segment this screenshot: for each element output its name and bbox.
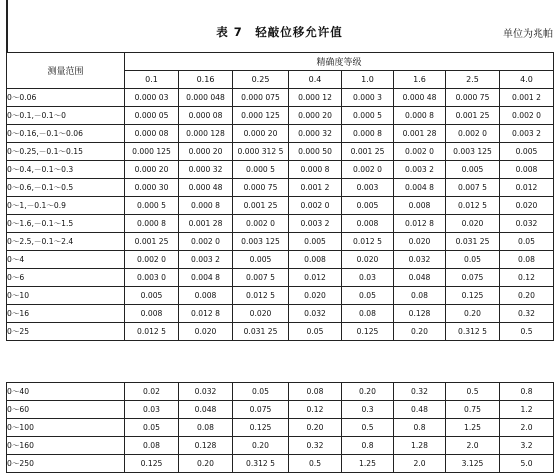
value-cell: 0.002 0 (342, 161, 394, 179)
range-cell: 0～250 (7, 455, 125, 473)
value-cell: 0.020 (500, 197, 554, 215)
value-cell: 2.0 (500, 419, 554, 437)
value-cell: 0.012 (500, 179, 554, 197)
value-cell: 0.003 2 (179, 251, 233, 269)
range-cell: 0～60 (7, 401, 125, 419)
value-cell: 0.048 (394, 269, 446, 287)
range-cell: 0～2.5,－0.1～2.4 (7, 233, 125, 251)
value-cell: 0.005 (500, 143, 554, 161)
table-row (7, 179, 554, 197)
value-cell: 2.0 (394, 455, 446, 473)
value-cell: 0.003 125 (233, 233, 289, 251)
value-cell: 0.32 (394, 383, 446, 401)
value-cell: 0.001 28 (394, 125, 446, 143)
table-row (7, 143, 554, 161)
value-cell: 0.03 (342, 269, 394, 287)
value-cell: 0.031 25 (233, 323, 289, 341)
table-row (7, 323, 554, 341)
value-cell: 0.128 (179, 437, 233, 455)
value-cell: 1.2 (500, 401, 554, 419)
value-cell: 0.8 (342, 437, 394, 455)
value-cell: 0.002 0 (179, 233, 233, 251)
class-header: 0.16 (179, 71, 233, 89)
value-cell: 0.020 (233, 305, 289, 323)
value-cell: 0.001 2 (289, 179, 342, 197)
value-cell: 0.000 3 (342, 89, 394, 107)
value-cell: 0.002 0 (125, 251, 179, 269)
value-cell: 0.000 125 (125, 143, 179, 161)
value-cell: 0.5 (500, 323, 554, 341)
value-cell: 0.007 5 (446, 179, 500, 197)
value-cell: 0.003 125 (446, 143, 500, 161)
value-cell: 0.000 5 (125, 197, 179, 215)
value-cell: 0.002 0 (500, 107, 554, 125)
class-header: 2.5 (446, 71, 500, 89)
value-cell: 0.05 (446, 251, 500, 269)
value-cell: 5.0 (500, 455, 554, 473)
table-row (7, 125, 554, 143)
value-cell: 0.001 25 (125, 233, 179, 251)
table-row (7, 383, 554, 401)
value-cell: 0.000 075 (233, 89, 289, 107)
table-row (7, 251, 554, 269)
value-cell: 0.8 (500, 383, 554, 401)
value-cell: 0.001 28 (179, 215, 233, 233)
table-row (7, 269, 554, 287)
value-cell: 0.000 48 (394, 89, 446, 107)
value-cell: 0.005 (233, 251, 289, 269)
value-cell: 0.002 0 (289, 197, 342, 215)
value-cell: 0.20 (179, 455, 233, 473)
value-cell: 0.12 (289, 401, 342, 419)
value-cell: 0.005 (289, 233, 342, 251)
value-cell: 0.005 (125, 287, 179, 305)
value-cell: 0.000 125 (233, 107, 289, 125)
range-cell: 0～0.25,－0.1～0.15 (7, 143, 125, 161)
range-header: 测量范围 (7, 53, 125, 89)
value-cell: 0.003 2 (500, 125, 554, 143)
unit-note: 单位为兆帕 (503, 29, 553, 40)
class-header: 4.0 (500, 71, 554, 89)
value-cell: 0.05 (233, 383, 289, 401)
value-cell: 0.125 (342, 323, 394, 341)
value-cell: 0.020 (179, 323, 233, 341)
value-cell: 0.08 (179, 419, 233, 437)
value-cell: 0.312 5 (233, 455, 289, 473)
range-cell: 0～100 (7, 419, 125, 437)
value-cell: 0.08 (125, 437, 179, 455)
value-cell: 0.20 (233, 437, 289, 455)
value-cell: 0.000 5 (342, 107, 394, 125)
range-cell: 0～0.6,－0.1～0.5 (7, 179, 125, 197)
value-cell: 1.25 (446, 419, 500, 437)
value-cell: 0.02 (125, 383, 179, 401)
table-row (7, 401, 554, 419)
table-row (7, 305, 554, 323)
value-cell: 0.5 (446, 383, 500, 401)
range-cell: 0～0.16,－0.1～0.06 (7, 125, 125, 143)
value-cell: 0.000 30 (125, 179, 179, 197)
value-cell: 0.20 (446, 305, 500, 323)
value-cell: 1.28 (394, 437, 446, 455)
table-body-top (7, 89, 554, 341)
value-cell: 2.0 (446, 437, 500, 455)
value-cell: 0.000 8 (125, 215, 179, 233)
value-cell: 0.005 (342, 197, 394, 215)
table-row (7, 89, 554, 107)
value-cell: 0.012 5 (233, 287, 289, 305)
value-cell: 0.000 20 (125, 161, 179, 179)
value-cell: 0.000 20 (233, 125, 289, 143)
table-body-bottom (7, 383, 554, 473)
value-cell: 0.000 128 (179, 125, 233, 143)
value-cell: 0.002 0 (233, 215, 289, 233)
value-cell: 0.001 25 (233, 197, 289, 215)
value-cell: 0.032 (179, 383, 233, 401)
value-cell: 0.05 (289, 323, 342, 341)
value-cell: 0.032 (394, 251, 446, 269)
range-cell: 0～4 (7, 251, 125, 269)
value-cell: 0.075 (446, 269, 500, 287)
range-cell: 0～160 (7, 437, 125, 455)
class-header: 0.1 (125, 71, 179, 89)
value-cell: 0.3 (342, 401, 394, 419)
value-cell: 0.020 (446, 215, 500, 233)
value-cell: 0.000 12 (289, 89, 342, 107)
table-caption: 表 7 轻敲位移允许值 (216, 25, 343, 39)
value-cell: 0.000 8 (342, 125, 394, 143)
value-cell: 0.004 8 (179, 269, 233, 287)
value-cell: 0.05 (500, 233, 554, 251)
value-cell: 0.08 (289, 383, 342, 401)
value-cell: 0.48 (394, 401, 446, 419)
value-cell: 0.001 25 (342, 143, 394, 161)
value-cell: 0.075 (233, 401, 289, 419)
value-cell: 0.20 (394, 323, 446, 341)
value-cell: 0.20 (500, 287, 554, 305)
value-cell: 0.000 03 (125, 89, 179, 107)
value-cell: 0.000 75 (446, 89, 500, 107)
value-cell: 0.000 5 (233, 161, 289, 179)
value-cell: 0.000 312 5 (233, 143, 289, 161)
range-cell: 0～1.6,－0.1～1.5 (7, 215, 125, 233)
value-cell: 0.020 (342, 251, 394, 269)
value-cell: 0.012 8 (394, 215, 446, 233)
value-cell: 0.000 048 (179, 89, 233, 107)
table-row (7, 287, 554, 305)
value-cell: 0.032 (289, 305, 342, 323)
value-cell: 0.048 (179, 401, 233, 419)
value-cell: 0.08 (500, 251, 554, 269)
range-cell: 0～25 (7, 323, 125, 341)
value-cell: 0.8 (394, 419, 446, 437)
table-row (7, 233, 554, 251)
value-cell: 0.000 08 (125, 125, 179, 143)
table-row (7, 215, 554, 233)
value-cell: 0.004 8 (394, 179, 446, 197)
value-cell: 0.000 08 (179, 107, 233, 125)
value-cell: 0.03 (125, 401, 179, 419)
value-cell: 0.008 (394, 197, 446, 215)
value-cell: 0.000 05 (125, 107, 179, 125)
value-cell: 0.32 (289, 437, 342, 455)
value-cell: 0.002 0 (446, 125, 500, 143)
value-cell: 0.008 (179, 287, 233, 305)
value-cell: 0.008 (342, 215, 394, 233)
value-cell: 3.2 (500, 437, 554, 455)
value-cell: 0.003 2 (394, 161, 446, 179)
value-cell: 0.125 (446, 287, 500, 305)
value-cell: 0.000 8 (289, 161, 342, 179)
value-cell: 3.125 (446, 455, 500, 473)
tolerance-table-continued (6, 382, 554, 473)
value-cell: 0.000 20 (289, 107, 342, 125)
class-header: 0.25 (233, 71, 289, 89)
value-cell: 0.000 8 (179, 197, 233, 215)
value-cell: 0.05 (125, 419, 179, 437)
table-row (7, 107, 554, 125)
value-cell: 0.75 (446, 401, 500, 419)
value-cell: 0.20 (289, 419, 342, 437)
value-cell: 0.005 (446, 161, 500, 179)
value-cell: 0.012 5 (342, 233, 394, 251)
value-cell: 0.003 0 (125, 269, 179, 287)
value-cell: 0.008 (125, 305, 179, 323)
value-cell: 0.012 8 (179, 305, 233, 323)
class-header: 1.6 (394, 71, 446, 89)
value-cell: 0.000 50 (289, 143, 342, 161)
range-cell: 0～1,－0.1～0.9 (7, 197, 125, 215)
value-cell: 0.08 (342, 305, 394, 323)
value-cell: 0.08 (394, 287, 446, 305)
value-cell: 0.5 (342, 419, 394, 437)
value-cell: 0.001 25 (446, 107, 500, 125)
value-cell: 0.125 (125, 455, 179, 473)
value-cell: 0.007 5 (233, 269, 289, 287)
value-cell: 0.125 (233, 419, 289, 437)
range-cell: 0～16 (7, 305, 125, 323)
value-cell: 0.000 8 (394, 107, 446, 125)
range-cell: 0～0.4,－0.1～0.3 (7, 161, 125, 179)
value-cell: 0.000 75 (233, 179, 289, 197)
class-header: 0.4 (289, 71, 342, 89)
value-cell: 0.008 (500, 161, 554, 179)
value-cell: 0.031 25 (446, 233, 500, 251)
value-cell: 0.012 (289, 269, 342, 287)
value-cell: 0.002 0 (394, 143, 446, 161)
value-cell: 0.000 20 (179, 143, 233, 161)
value-cell: 0.003 2 (289, 215, 342, 233)
range-cell: 0～0.06 (7, 89, 125, 107)
range-cell: 0～0.1,－0.1～0 (7, 107, 125, 125)
range-cell: 0～10 (7, 287, 125, 305)
value-cell: 0.20 (342, 383, 394, 401)
value-cell: 0.008 (289, 251, 342, 269)
class-header: 1.0 (342, 71, 394, 89)
value-cell: 0.05 (342, 287, 394, 305)
table-row (7, 419, 554, 437)
table-row (7, 437, 554, 455)
value-cell: 0.000 32 (179, 161, 233, 179)
value-cell: 0.012 5 (446, 197, 500, 215)
table-row (7, 455, 554, 473)
table-row (7, 197, 554, 215)
range-cell: 0～40 (7, 383, 125, 401)
tolerance-table-top (6, 52, 554, 341)
table-row (7, 161, 554, 179)
value-cell: 0.000 32 (289, 125, 342, 143)
value-cell: 1.25 (342, 455, 394, 473)
value-cell: 0.5 (289, 455, 342, 473)
value-cell: 0.000 48 (179, 179, 233, 197)
value-cell: 0.020 (394, 233, 446, 251)
value-cell: 0.32 (500, 305, 554, 323)
value-cell: 0.12 (500, 269, 554, 287)
value-cell: 0.020 (289, 287, 342, 305)
value-cell: 0.003 (342, 179, 394, 197)
value-cell: 0.128 (394, 305, 446, 323)
range-cell: 0～6 (7, 269, 125, 287)
grade-header: 精确度等级 (125, 53, 554, 71)
value-cell: 0.001 2 (500, 89, 554, 107)
value-cell: 0.312 5 (446, 323, 500, 341)
value-cell: 0.032 (500, 215, 554, 233)
value-cell: 0.012 5 (125, 323, 179, 341)
